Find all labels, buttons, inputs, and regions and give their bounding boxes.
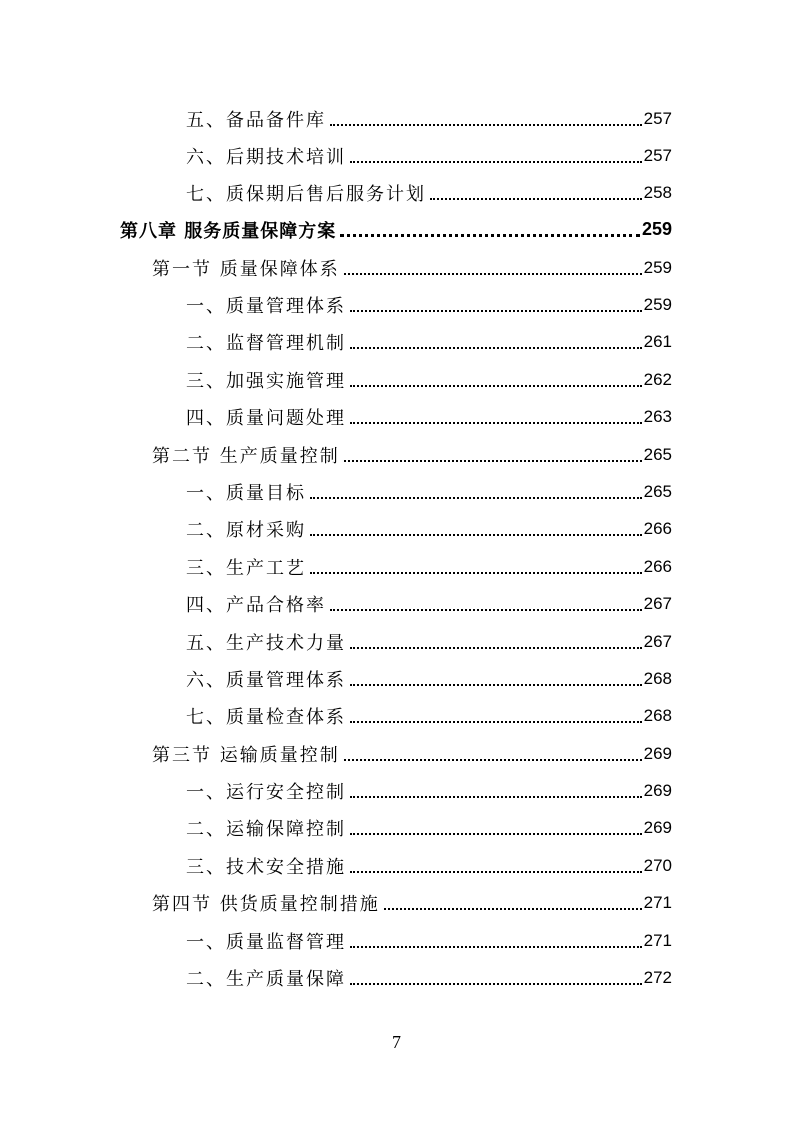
dot-leader: [350, 721, 642, 723]
dot-leader: [350, 310, 642, 312]
toc-entry-label: 六、后期技术培训: [186, 146, 346, 168]
toc-entry-label: 五、生产技术力量: [186, 632, 346, 654]
toc-entry[interactable]: [186, 772, 672, 809]
toc-chapter-entry[interactable]: [120, 211, 672, 248]
toc-entry[interactable]: [186, 510, 672, 547]
toc-entry[interactable]: [186, 922, 672, 959]
toc-entry[interactable]: [186, 473, 672, 510]
toc-entry-page: 265: [643, 444, 672, 464]
toc-entry-page: 268: [643, 705, 672, 725]
toc-entry-label: 第一节 质量保障体系: [152, 258, 340, 280]
toc-entry-label: 六、质量管理体系: [186, 669, 346, 691]
dot-leader: [350, 946, 642, 948]
toc-entry[interactable]: [186, 174, 672, 211]
toc-entry-label: 二、生产质量保障: [186, 968, 346, 990]
toc-entry-page: 257: [643, 145, 672, 165]
toc-entry-page: 266: [643, 518, 672, 538]
toc-section-entry[interactable]: [152, 249, 672, 286]
dot-leader: [350, 833, 642, 835]
toc-entry-label: 七、质量检查体系: [186, 706, 346, 728]
dot-leader: [350, 796, 642, 798]
toc-entry-label: 第三节 运输质量控制: [152, 744, 340, 766]
toc-entry-label: 一、运行安全控制: [186, 781, 346, 803]
toc-entry-page: 259: [643, 294, 672, 314]
toc-entry-page: 259: [641, 219, 672, 239]
dot-leader: [430, 198, 642, 200]
dot-leader: [330, 124, 642, 126]
dot-leader: [350, 684, 642, 686]
toc-entry[interactable]: [186, 398, 672, 435]
dot-leader: [344, 460, 642, 462]
toc-entry-page: 269: [643, 817, 672, 837]
toc-entry[interactable]: [186, 623, 672, 660]
toc-entry-page: 257: [643, 108, 672, 128]
toc-entry[interactable]: [186, 809, 672, 846]
toc-entry-label: 五、备品备件库: [186, 109, 326, 131]
toc-entry[interactable]: [186, 323, 672, 360]
toc-entry-page: 267: [643, 631, 672, 651]
toc-entry[interactable]: [186, 697, 672, 734]
dot-leader: [330, 609, 642, 611]
toc-entry[interactable]: [186, 286, 672, 323]
toc-entry[interactable]: [186, 100, 672, 137]
toc-entry-label: 第八章 服务质量保障方案: [120, 220, 337, 242]
dot-leader: [350, 871, 642, 873]
toc-entry-page: 272: [643, 967, 672, 987]
toc-entry-page: 265: [643, 481, 672, 501]
dot-leader: [344, 273, 642, 275]
dot-leader: [344, 759, 642, 761]
toc-entry[interactable]: [186, 847, 672, 884]
toc-entry-page: 268: [643, 668, 672, 688]
dot-leader: [384, 908, 642, 910]
toc-entry-label: 第二节 生产质量控制: [152, 445, 340, 467]
toc-entry[interactable]: [186, 548, 672, 585]
dot-leader: [340, 234, 640, 237]
toc-entry-label: 二、原材采购: [186, 519, 306, 541]
dot-leader: [310, 534, 642, 536]
dot-leader: [310, 572, 642, 574]
toc-entry-page: 271: [643, 892, 672, 912]
dot-leader: [350, 161, 642, 163]
toc-entry-page: 271: [643, 930, 672, 950]
toc-entry[interactable]: [186, 361, 672, 398]
toc-entry-label: 第四节 供货质量控制措施: [152, 893, 380, 915]
toc-section-entry[interactable]: [152, 735, 672, 772]
toc-entry-page: 262: [643, 369, 672, 389]
toc-entry-label: 二、监督管理机制: [186, 332, 346, 354]
toc-entry-page: 270: [643, 855, 672, 875]
dot-leader: [350, 647, 642, 649]
toc-entry-label: 四、质量问题处理: [186, 407, 346, 429]
toc-entry-page: 266: [643, 556, 672, 576]
toc-entry-page: 263: [643, 406, 672, 426]
toc-entry-label: 七、质保期后售后服务计划: [186, 183, 426, 205]
dot-leader: [350, 983, 642, 985]
dot-leader: [350, 347, 642, 349]
toc-entry-label: 三、技术安全措施: [186, 856, 346, 878]
dot-leader: [350, 385, 642, 387]
dot-leader: [350, 422, 642, 424]
toc-entry-label: 二、运输保障控制: [186, 818, 346, 840]
toc-entry-page: 269: [643, 780, 672, 800]
toc-entry-page: 269: [643, 743, 672, 763]
toc-entry-label: 四、产品合格率: [186, 594, 326, 616]
toc-section-entry[interactable]: [152, 436, 672, 473]
toc-entry-label: 一、质量监督管理: [186, 931, 346, 953]
toc-entry-page: 267: [643, 593, 672, 613]
toc-section-entry[interactable]: [152, 884, 672, 921]
toc-entry[interactable]: [186, 660, 672, 697]
toc-entry[interactable]: [186, 959, 672, 996]
dot-leader: [310, 497, 642, 499]
toc-entry-page: 258: [643, 182, 672, 202]
toc-entry-page: 261: [643, 331, 672, 351]
toc-entry-label: 三、生产工艺: [186, 557, 306, 579]
toc-entry-label: 一、质量管理体系: [186, 295, 346, 317]
toc-entry-page: 259: [643, 257, 672, 277]
toc-entry-label: 一、质量目标: [186, 482, 306, 504]
page-number: 7: [392, 1032, 401, 1052]
toc-entry[interactable]: [186, 585, 672, 622]
toc-entry-label: 三、加强实施管理: [186, 370, 346, 392]
toc-entry[interactable]: [186, 137, 672, 174]
